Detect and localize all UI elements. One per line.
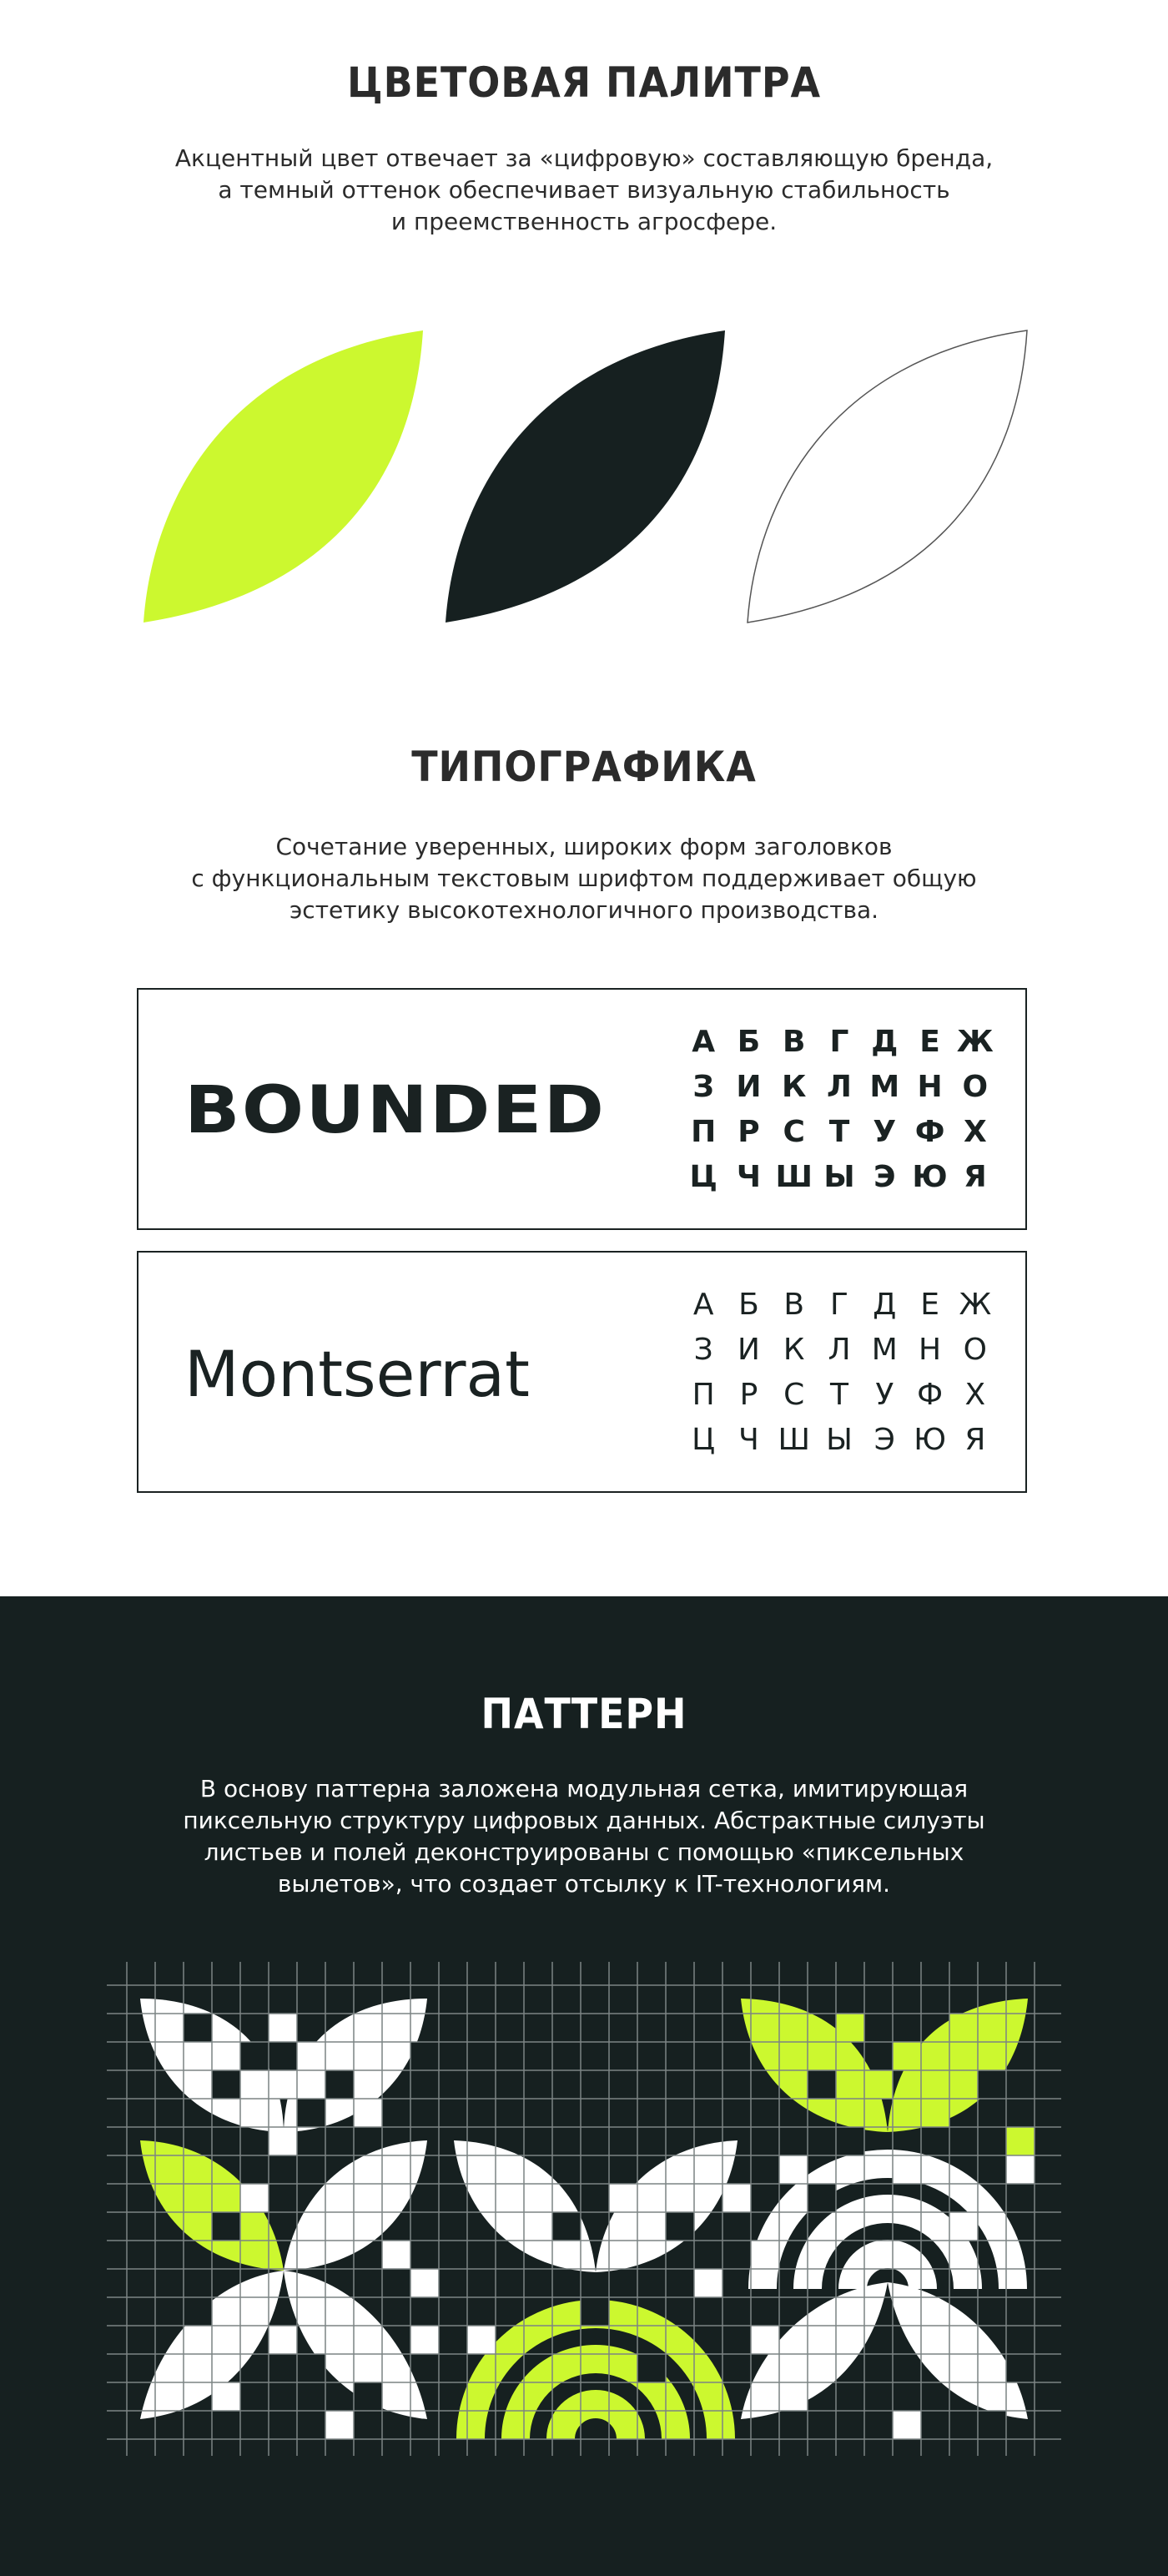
glyph: Д [871,1025,899,1059]
pixel-cell [552,2212,581,2241]
glyph: И [737,1333,760,1367]
pixel-cell [949,2212,978,2241]
pixel-cell [1006,2354,1035,2382]
pixel-cell [240,2099,269,2127]
pixel-cell [836,2014,864,2042]
glyph: Б [738,1288,759,1322]
glyph: О [963,1333,988,1367]
glyph: О [962,1070,989,1104]
glyph: Ж [959,1288,992,1322]
glyph: С [783,1115,805,1149]
pixel-cell [893,2042,921,2070]
pixel-cell [1006,2155,1035,2184]
pixel-pattern [107,1955,1061,2456]
pixel-cell [269,2326,297,2354]
glyph: Ф [914,1115,945,1149]
pixel-cell [609,2184,637,2212]
pixel-cell [524,2269,552,2297]
glyph: Е [920,1288,939,1322]
pixel-cell [297,2042,325,2070]
font-name: Montserrat [184,1336,530,1411]
glyph: Е [919,1025,940,1059]
glyph-sample-grid [681,1284,998,1461]
pixel-cell [410,2326,439,2354]
pixel-cell [269,2014,297,2042]
dark-color-leaf-swatch [446,330,725,623]
glyph: Л [828,1333,851,1367]
pixel-cell [751,2326,779,2354]
glyph: Ю [914,1423,946,1457]
pixel-cell [836,2127,864,2155]
pixel-cell [212,2070,240,2099]
glyph: П [692,1378,715,1412]
glyph: Ц [689,1160,717,1194]
pattern-description [125,1773,1043,1900]
pixel-cell [978,2070,1006,2099]
pixel-cell [325,2070,354,2099]
glyph: Г [829,1025,849,1059]
pixel-cell [212,2382,240,2411]
glyph: Я [964,1423,986,1457]
pixel-cell [496,2184,524,2212]
pixel-cell [297,2155,325,2184]
glyph-sample-grid [681,1021,998,1198]
typography-title: ТИПОГРАФИКА [411,743,757,791]
typography-description-line: Сочетание уверенных, широких форм заголовков [275,833,893,860]
pixel-cell [949,2014,978,2042]
pixel-cell [864,2070,893,2099]
glyph: Х [964,1378,986,1412]
pixel-cell [694,2269,722,2297]
pixel-cell [184,2014,212,2042]
pattern-description-line: пиксельную структуру цифровых данных. Абстрактные силуэты [183,1807,985,1834]
glyph: З [693,1333,713,1367]
glyph: С [783,1378,805,1412]
glyph: Ч [738,1423,759,1457]
glyph: Я [963,1160,987,1194]
pixel-cell [212,2212,240,2241]
glyph: В [783,1288,805,1322]
pattern-leaf-shape [741,1999,888,2132]
glyph: Л [827,1070,852,1104]
accent-color-leaf-swatch [143,330,423,623]
glyph: Т [829,1378,848,1412]
glyph: Ш [775,1160,813,1194]
palette-description-line: а темный оттенок обеспечивает визуальную стабильность [218,176,950,204]
glyph: И [736,1070,762,1104]
font-card-montserrat [137,1251,1027,1493]
glyph: А [692,1288,714,1322]
pixel-cell [382,2014,410,2042]
pixel-cell [779,2155,808,2184]
glyph: Б [737,1025,761,1059]
pixel-cell [921,2099,949,2127]
typography-description-line: эстетику высокотехнологичного производства. [289,896,879,924]
pixel-cell [666,2212,694,2241]
palette-description-line: Акцентный цвет отвечает за «цифровую» составляющую бренда, [174,144,994,172]
glyph: У [873,1115,897,1149]
pattern-leaf-shape [454,2140,596,2272]
pixel-cell [808,2326,836,2354]
glyph: М [871,1333,898,1367]
pattern-description-line: листьев и полей деконструированы с помощью «пиксельных [204,1838,964,1866]
pixel-cell [354,2099,382,2127]
glyph: Н [919,1333,942,1367]
glyph: А [692,1025,716,1059]
glyph: М [869,1070,900,1104]
pixel-cell [978,2411,1006,2439]
glyph: Ц [692,1423,716,1457]
light-color-leaf-swatch [748,330,1027,623]
glyph: Э [873,1160,896,1194]
pixel-cell [297,2099,325,2127]
palette-description-line: и преемственность агросфере. [390,208,778,235]
glyph: Р [738,1115,760,1149]
glyph: Х [963,1115,987,1149]
glyph: Ч [736,1160,761,1194]
glyph: З [692,1070,714,1104]
typography-description-line: с функциональным текстовым шрифтом поддерживает общую [191,865,977,892]
glyph: Ы [823,1160,855,1194]
pattern-description-line: вылетов», что создает отсылку к IT-технологиям. [277,1870,891,1898]
font-name: BOUNDED [184,1073,607,1148]
pixel-cell [240,2042,269,2070]
pattern-arc-group [471,2314,721,2439]
pixel-cell [1035,2241,1061,2269]
glyph: Ш [778,1423,810,1457]
glyph: Ю [912,1160,948,1194]
pixel-cell [354,2269,382,2297]
typography-description [125,831,1043,926]
glyph: Д [873,1288,897,1322]
pixel-cell [722,2184,751,2212]
pixel-cell [325,2212,354,2241]
glyph: Ы [826,1423,853,1457]
pixel-cell [1006,2127,1035,2155]
pixel-cell [354,2382,382,2411]
glyph: Ж [956,1025,994,1059]
glyph: У [875,1378,894,1412]
glyph: К [781,1070,807,1104]
pixel-cell [779,2382,808,2411]
glyph: Т [828,1115,850,1149]
pixel-cell [297,2354,325,2382]
glyph: Ф [917,1378,944,1412]
pattern-description-line: В основу паттерна заложена модульная сетка, имитирующая [199,1775,969,1802]
pixel-cell [410,2042,439,2070]
glyph: П [691,1115,717,1149]
pixel-cell [269,2070,297,2099]
palette-title: ЦВЕТОВАЯ ПАЛИТРА [347,58,821,107]
glyph: В [782,1025,806,1059]
pixel-cell [637,2354,666,2382]
pixel-cell [269,2127,297,2155]
glyph: Э [873,1423,895,1457]
glyph: Р [739,1378,758,1412]
pixel-cell [184,2297,212,2326]
pixel-cell [864,2354,893,2382]
pixel-cell [893,2411,921,2439]
pixel-cell [467,2326,496,2354]
pixel-cell [751,2241,779,2269]
glyph: Н [917,1070,943,1104]
font-card-bounded [137,988,1027,1230]
pixel-cell [325,2411,354,2439]
palette-swatches [0,325,1168,634]
pixel-cell [808,2184,836,2212]
palette-description [125,143,1043,238]
pixel-cell [382,2241,410,2269]
pattern-title: ПАТТЕРН [481,1690,687,1738]
pixel-cell [581,2297,609,2326]
pixel-cell [410,2269,439,2297]
pixel-cell [808,2070,836,2099]
glyph: Г [830,1288,848,1322]
pixel-cell [240,2184,269,2212]
pixel-cell [949,2326,978,2354]
pixel-cell [893,2155,921,2184]
glyph: К [783,1333,805,1367]
